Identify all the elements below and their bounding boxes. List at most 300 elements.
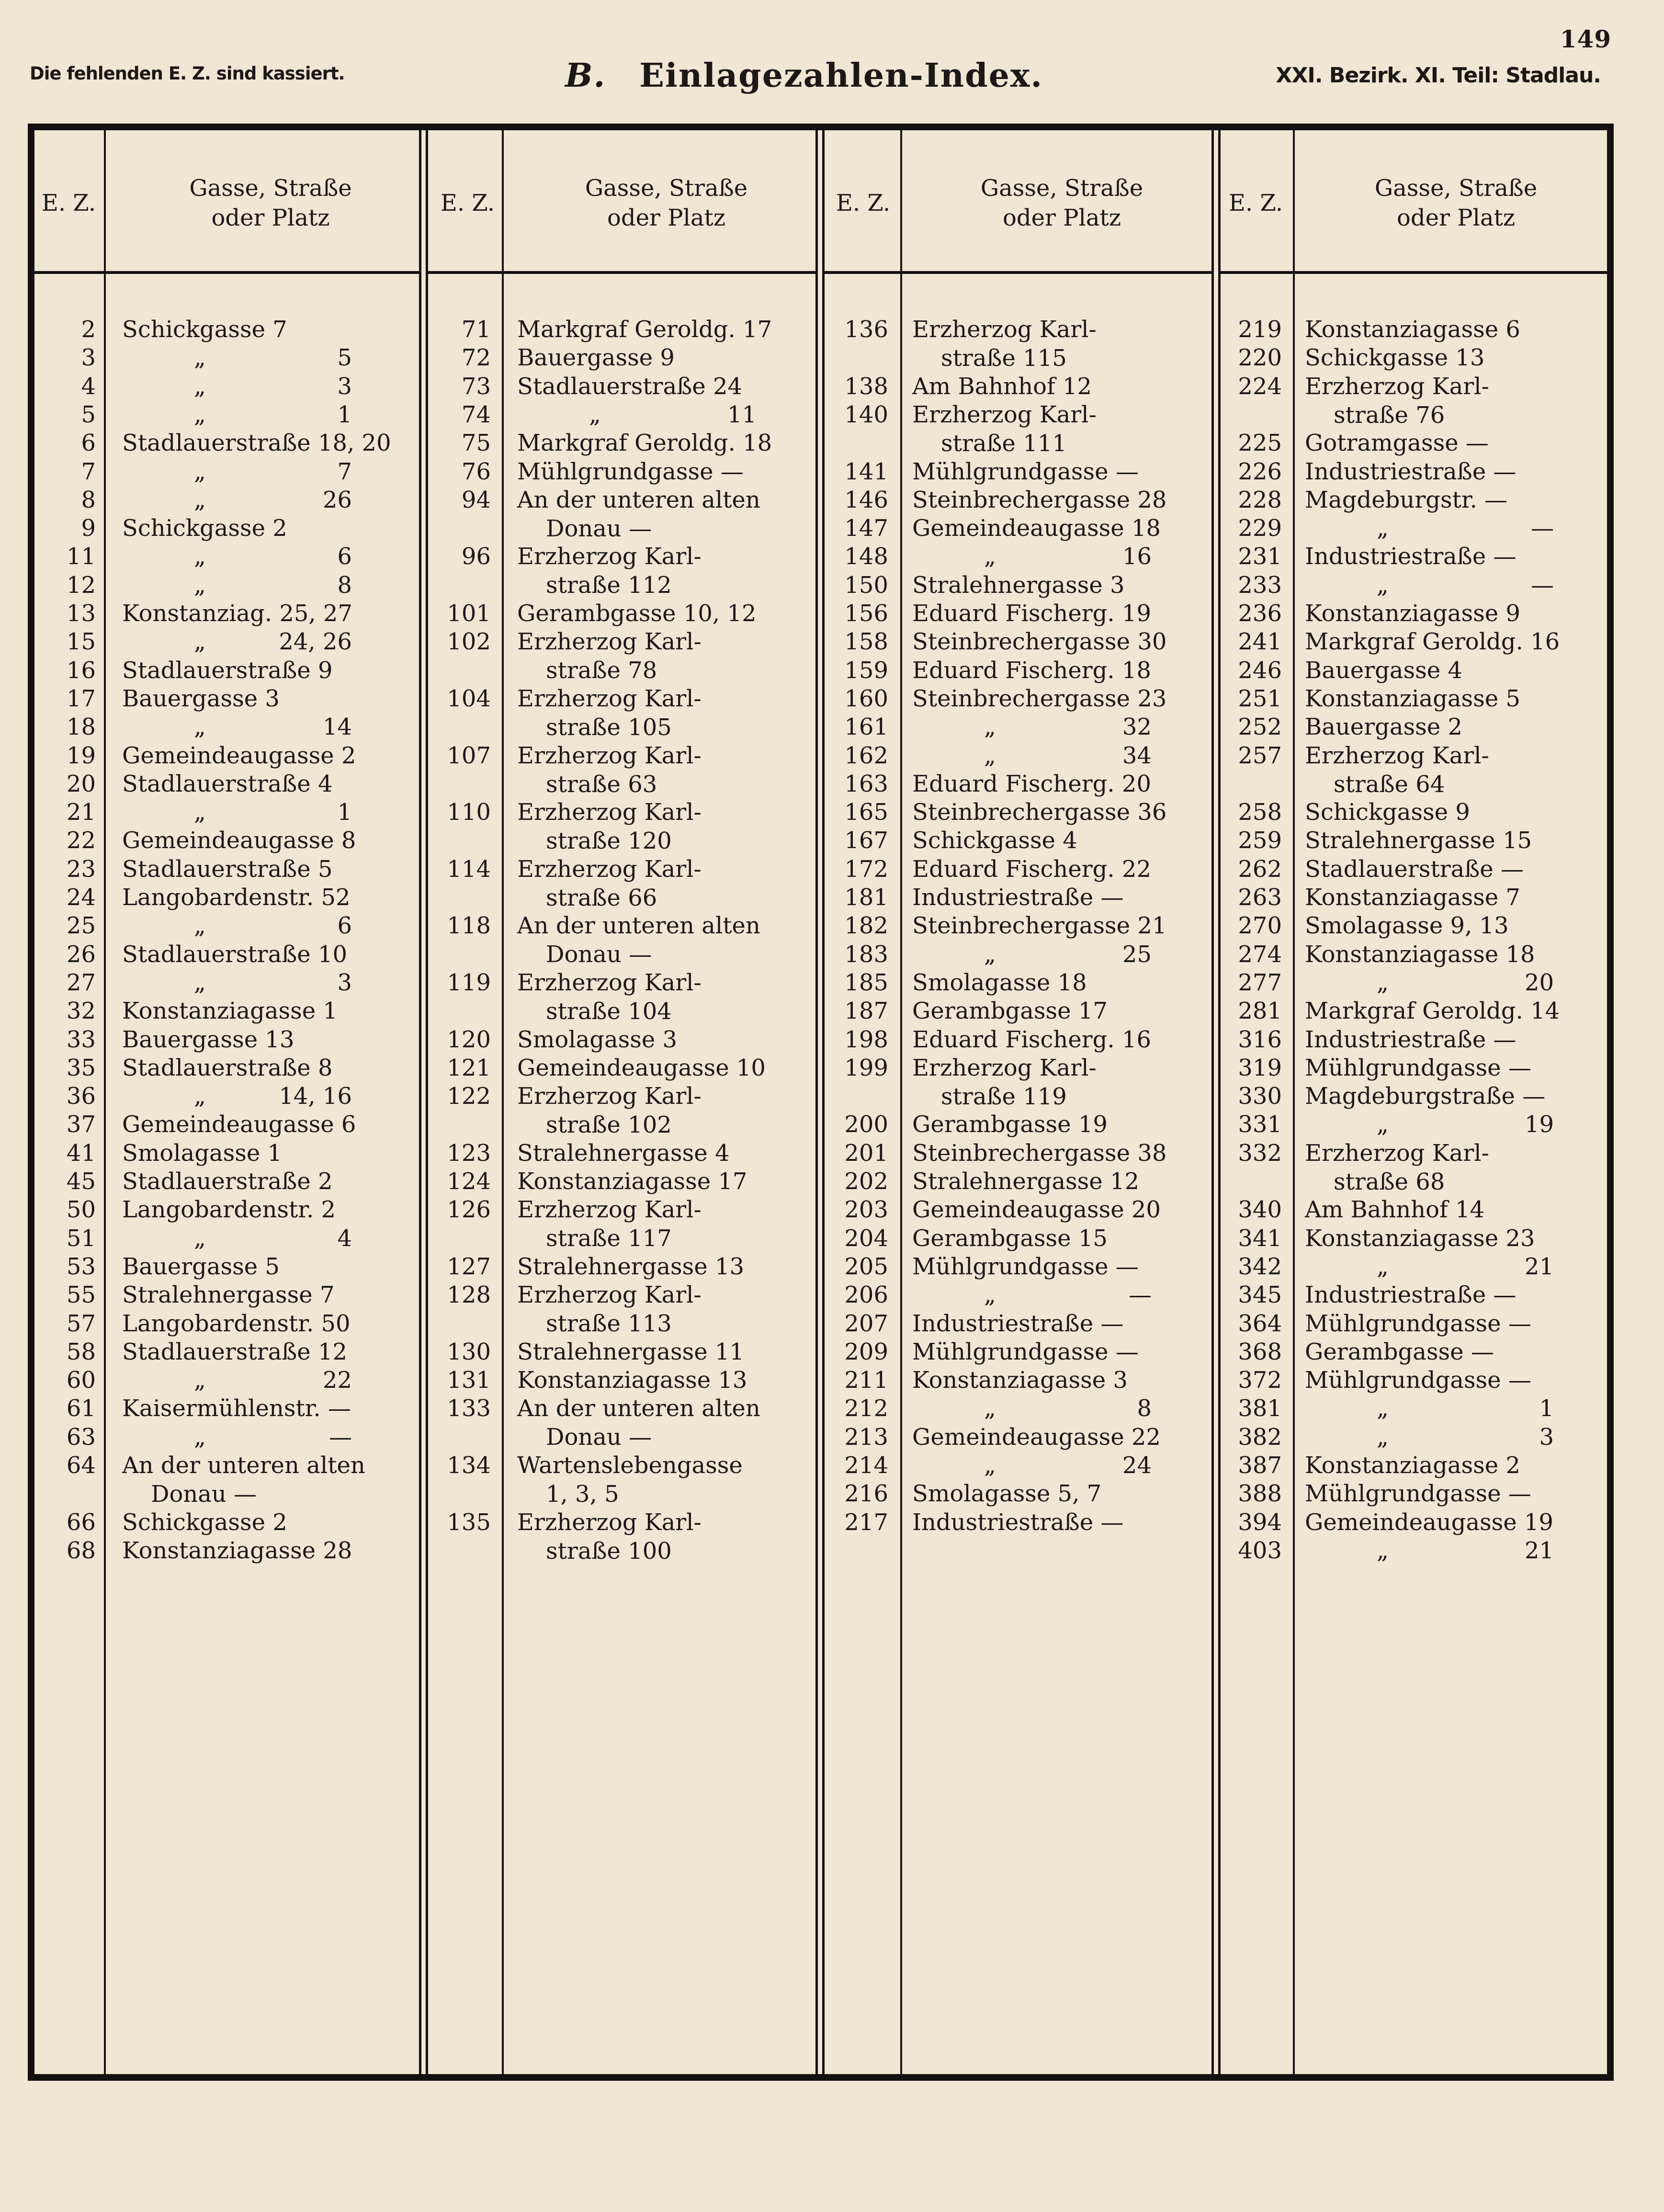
street-name: Gotramgasse — bbox=[1305, 430, 1489, 457]
street-name: Konstanziag. 25, 27 bbox=[122, 600, 353, 627]
header-rule bbox=[428, 271, 815, 274]
ez-number: 203 bbox=[844, 1196, 888, 1224]
street-name: „ 4 bbox=[194, 1225, 352, 1252]
street-name: Wartenslebengasse 1, 3, 5 bbox=[517, 1452, 743, 1508]
ez-number: 41 bbox=[66, 1139, 96, 1167]
street-name: „ 3 bbox=[194, 969, 352, 996]
street-name: Industriestraße — bbox=[1305, 1282, 1517, 1309]
ez-number: 241 bbox=[1238, 628, 1282, 656]
ez-number: 156 bbox=[844, 600, 888, 627]
ez-number: 25 bbox=[66, 912, 96, 940]
street-name: Erzherzog Karl- straße 120 bbox=[517, 799, 702, 855]
street-name: Gerambgasse 10, 12 bbox=[517, 600, 757, 627]
street-name: Konstanziagasse 13 bbox=[517, 1367, 747, 1394]
ez-number: 26 bbox=[66, 941, 96, 968]
street-name: Schickgasse 2 bbox=[122, 1509, 287, 1536]
street-name: Gemeindeaugasse 20 bbox=[912, 1196, 1161, 1224]
street-name: Eduard Fischerg. 16 bbox=[912, 1026, 1151, 1053]
ez-number: 146 bbox=[844, 486, 888, 513]
street-name: Gemeindeaugasse 22 bbox=[912, 1423, 1161, 1451]
ez-number: 204 bbox=[844, 1225, 888, 1252]
ez-number: 394 bbox=[1238, 1509, 1282, 1536]
ez-number: 36 bbox=[66, 1083, 96, 1110]
left-note: Die fehlenden E. Z. sind kassiert. bbox=[30, 63, 345, 84]
ez-number: 181 bbox=[844, 884, 888, 911]
ez-number: 319 bbox=[1238, 1054, 1282, 1081]
ez-number: 136 bbox=[844, 316, 888, 343]
column-divider bbox=[1293, 124, 1295, 2081]
ez-number: 130 bbox=[447, 1338, 491, 1365]
street-name: Magdeburgstr. — bbox=[1305, 486, 1508, 513]
ez-number: 216 bbox=[844, 1480, 888, 1508]
ez-number: 262 bbox=[1238, 855, 1282, 883]
ez-number: 172 bbox=[844, 855, 888, 883]
header-rule bbox=[34, 271, 419, 274]
ez-number: 252 bbox=[1238, 714, 1282, 741]
street-name: Stadlauerstraße 24 bbox=[517, 373, 743, 400]
ez-number: 341 bbox=[1238, 1225, 1282, 1252]
street-name: Konstanziagasse 2 bbox=[1305, 1452, 1520, 1479]
street-name: „ — bbox=[1377, 571, 1554, 599]
ez-number: 73 bbox=[461, 373, 491, 400]
ez-number: 3 bbox=[81, 344, 96, 372]
street-name: Stralehnergasse 15 bbox=[1305, 827, 1532, 854]
ez-number: 128 bbox=[447, 1282, 491, 1309]
street-name: Konstanziagasse 7 bbox=[1305, 884, 1520, 911]
street-name: Industriestraße — bbox=[912, 1310, 1124, 1337]
street-name: Konstanziagasse 18 bbox=[1305, 941, 1535, 968]
street-name: Erzherzog Karl- straße 100 bbox=[517, 1509, 702, 1565]
street-name: Gerambgasse 19 bbox=[912, 1111, 1108, 1138]
ez-number: 159 bbox=[844, 657, 888, 684]
street-name: Markgraf Geroldg. 14 bbox=[1305, 998, 1560, 1025]
street-name: Konstanziagasse 23 bbox=[1305, 1225, 1535, 1252]
street-name: „ 34 bbox=[984, 742, 1152, 769]
ez-column-header: E. Z. bbox=[1228, 190, 1283, 216]
ez-number: 104 bbox=[447, 685, 491, 712]
ez-number: 257 bbox=[1238, 742, 1282, 769]
ez-number: 345 bbox=[1238, 1282, 1282, 1309]
ez-number: 32 bbox=[66, 998, 96, 1025]
ez-number: 270 bbox=[1238, 912, 1282, 940]
header-rule bbox=[1220, 271, 1607, 274]
ez-number: 71 bbox=[461, 316, 491, 343]
street-name: Smolagasse 9, 13 bbox=[1305, 912, 1509, 940]
ez-number: 21 bbox=[66, 799, 96, 826]
ez-number: 74 bbox=[461, 401, 491, 428]
street-name: „ 32 bbox=[984, 714, 1152, 741]
ez-number: 114 bbox=[447, 855, 491, 883]
ez-column-header: E. Z. bbox=[440, 190, 495, 216]
page-number: 149 bbox=[1560, 25, 1611, 53]
ez-number: 76 bbox=[461, 458, 491, 485]
column-divider bbox=[104, 124, 106, 2081]
street-name: Gemeindeaugasse 18 bbox=[912, 515, 1161, 542]
title-text: Einlagezahlen-Index. bbox=[639, 57, 1043, 95]
ez-number: 119 bbox=[447, 969, 491, 996]
street-name: Industriestraße — bbox=[1305, 1026, 1517, 1053]
ez-number: 24 bbox=[66, 884, 96, 911]
column-divider bbox=[502, 124, 504, 2081]
street-name: „ 16 bbox=[984, 543, 1152, 570]
ez-number: 182 bbox=[844, 912, 888, 940]
ez-number: 120 bbox=[447, 1026, 491, 1053]
ez-number: 161 bbox=[844, 714, 888, 741]
ez-number: 53 bbox=[66, 1253, 96, 1280]
street-name: Bauergasse 9 bbox=[517, 344, 675, 372]
ez-number: 102 bbox=[447, 628, 491, 656]
ez-number: 4 bbox=[81, 373, 96, 400]
ez-number: 207 bbox=[844, 1310, 888, 1337]
street-name: Stadlauerstraße 18, 20 bbox=[122, 430, 391, 457]
ez-number: 8 bbox=[81, 486, 96, 513]
column-divider bbox=[900, 124, 902, 2081]
street-name: Gemeindeaugasse 6 bbox=[122, 1111, 356, 1138]
ez-number: 11 bbox=[66, 543, 96, 570]
ez-number: 121 bbox=[447, 1054, 491, 1081]
street-name: „ 8 bbox=[194, 571, 352, 599]
street-name: Schickgasse 7 bbox=[122, 316, 287, 343]
ez-number: 127 bbox=[447, 1253, 491, 1280]
ez-number: 9 bbox=[81, 515, 96, 542]
ez-number: 133 bbox=[447, 1395, 491, 1422]
street-name: Stralehnergasse 13 bbox=[517, 1253, 745, 1280]
ez-number: 96 bbox=[461, 543, 491, 570]
street-column-header: Gasse, Straße oder Platz bbox=[189, 175, 352, 231]
street-name: Schickgasse 4 bbox=[912, 827, 1077, 854]
street-name: Erzherzog Karl- straße 112 bbox=[517, 543, 702, 599]
street-name: „ 21 bbox=[1377, 1537, 1554, 1564]
street-name: Gerambgasse — bbox=[1305, 1338, 1494, 1365]
street-name: Stadlauerstraße — bbox=[1305, 855, 1524, 883]
street-name: „ 25 bbox=[984, 941, 1152, 968]
street-name: Markgraf Geroldg. 16 bbox=[1305, 628, 1560, 656]
street-name: „ — bbox=[984, 1282, 1152, 1309]
ez-number: 206 bbox=[844, 1282, 888, 1309]
ez-number: 55 bbox=[66, 1282, 96, 1309]
street-name: Steinbrechergasse 28 bbox=[912, 486, 1167, 513]
street-name: Mühlgrundgasse — bbox=[1305, 1054, 1531, 1081]
street-name: „ 14 bbox=[194, 714, 352, 741]
ez-number: 219 bbox=[1238, 316, 1282, 343]
ez-number: 22 bbox=[66, 827, 96, 854]
ez-number: 259 bbox=[1238, 827, 1282, 854]
ez-number: 12 bbox=[66, 571, 96, 599]
street-name: Erzherzog Karl- straße 76 bbox=[1305, 373, 1489, 429]
ez-number: 5 bbox=[81, 401, 96, 428]
ez-number: 23 bbox=[66, 855, 96, 883]
street-name: „ 11 bbox=[589, 401, 757, 428]
street-name: Steinbrechergasse 21 bbox=[912, 912, 1167, 940]
street-name: Konstanziagasse 28 bbox=[122, 1537, 352, 1564]
ez-column-header: E. Z. bbox=[41, 190, 96, 216]
ez-number: 211 bbox=[844, 1367, 888, 1394]
ez-number: 199 bbox=[844, 1054, 888, 1081]
street-name: Markgraf Geroldg. 17 bbox=[517, 316, 772, 343]
street-name: Smolagasse 5, 7 bbox=[912, 1480, 1102, 1508]
ez-number: 33 bbox=[66, 1026, 96, 1053]
ez-number: 263 bbox=[1238, 884, 1282, 911]
street-name: „ 3 bbox=[1377, 1423, 1554, 1451]
street-name: Konstanziagasse 9 bbox=[1305, 600, 1520, 627]
street-name: Mühlgrundgasse — bbox=[517, 458, 744, 485]
street-name: Erzherzog Karl- straße 102 bbox=[517, 1083, 702, 1139]
street-name: Stadlauerstraße 8 bbox=[122, 1054, 333, 1081]
street-name: Mühlgrundgasse — bbox=[1305, 1310, 1531, 1337]
street-name: Erzherzog Karl- straße 78 bbox=[517, 628, 702, 684]
street-column-header: Gasse, Straße oder Platz bbox=[585, 175, 748, 231]
ez-number: 382 bbox=[1238, 1423, 1282, 1451]
ez-number: 123 bbox=[447, 1139, 491, 1167]
ez-number: 147 bbox=[844, 515, 888, 542]
ez-number: 274 bbox=[1238, 941, 1282, 968]
ez-number: 387 bbox=[1238, 1452, 1282, 1479]
street-name: Erzherzog Karl- straße 119 bbox=[912, 1054, 1097, 1110]
ez-number: 229 bbox=[1238, 515, 1282, 542]
ez-number: 135 bbox=[447, 1509, 491, 1536]
street-name: Erzherzog Karl- straße 113 bbox=[517, 1282, 702, 1338]
ez-number: 94 bbox=[461, 486, 491, 513]
ez-number: 209 bbox=[844, 1338, 888, 1365]
street-column-header: Gasse, Straße oder Platz bbox=[980, 175, 1143, 231]
street-name: Smolagasse 1 bbox=[122, 1139, 283, 1167]
street-name: Mühlgrundgasse — bbox=[912, 1253, 1139, 1280]
ez-number: 118 bbox=[447, 912, 491, 940]
ez-number: 388 bbox=[1238, 1480, 1282, 1508]
street-name: Am Bahnhof 12 bbox=[912, 373, 1092, 400]
ez-number: 231 bbox=[1238, 543, 1282, 570]
street-name: Gemeindeaugasse 2 bbox=[122, 742, 356, 769]
street-name: „ 20 bbox=[1377, 969, 1554, 996]
street-name: „ 5 bbox=[194, 344, 352, 372]
street-name: „ 19 bbox=[1377, 1111, 1554, 1138]
street-name: An der unteren alten Donau — bbox=[122, 1452, 365, 1508]
ez-number: 37 bbox=[66, 1111, 96, 1138]
header-rule bbox=[824, 271, 1211, 274]
ez-number: 66 bbox=[66, 1509, 96, 1536]
ez-number: 212 bbox=[844, 1395, 888, 1422]
street-name: Konstanziagasse 17 bbox=[517, 1168, 747, 1195]
street-name: „ 7 bbox=[194, 458, 352, 485]
street-name: Am Bahnhof 14 bbox=[1305, 1196, 1485, 1224]
street-name: Gerambgasse 17 bbox=[912, 998, 1108, 1025]
street-name: „ 24 bbox=[984, 1452, 1152, 1479]
ez-number: 368 bbox=[1238, 1338, 1282, 1365]
street-name: „ 21 bbox=[1377, 1253, 1554, 1280]
street-name: Mühlgrundgasse — bbox=[1305, 1480, 1531, 1508]
ez-number: 364 bbox=[1238, 1310, 1282, 1337]
street-name: Erzherzog Karl- straße 105 bbox=[517, 685, 702, 741]
group-divider bbox=[1218, 124, 1221, 2081]
ez-number: 20 bbox=[66, 770, 96, 797]
group-divider bbox=[822, 124, 825, 2081]
street-name: Erzherzog Karl- straße 117 bbox=[517, 1196, 702, 1252]
street-name: Stadlauerstraße 4 bbox=[122, 770, 333, 797]
street-name: Mühlgrundgasse — bbox=[1305, 1367, 1531, 1394]
ez-number: 15 bbox=[66, 628, 96, 656]
ez-number: 251 bbox=[1238, 685, 1282, 712]
ez-number: 163 bbox=[844, 770, 888, 797]
ez-number: 332 bbox=[1238, 1139, 1282, 1167]
ez-number: 19 bbox=[66, 742, 96, 769]
ez-number: 126 bbox=[447, 1196, 491, 1224]
street-name: Stralehnergasse 12 bbox=[912, 1168, 1140, 1195]
ez-number: 228 bbox=[1238, 486, 1282, 513]
street-name: Kaisermühlenstr. — bbox=[122, 1395, 351, 1422]
street-name: Steinbrechergasse 38 bbox=[912, 1139, 1167, 1167]
street-name: Stadlauerstraße 10 bbox=[122, 941, 348, 968]
ez-number: 68 bbox=[66, 1537, 96, 1564]
ez-number: 6 bbox=[81, 430, 96, 457]
ez-number: 220 bbox=[1238, 344, 1282, 372]
street-name: Konstanziagasse 1 bbox=[122, 998, 338, 1025]
ez-number: 64 bbox=[66, 1452, 96, 1479]
street-name: Magdeburgstraße — bbox=[1305, 1083, 1546, 1110]
group-divider bbox=[1211, 124, 1214, 2081]
street-name: Industriestraße — bbox=[912, 884, 1124, 911]
ez-number: 107 bbox=[447, 742, 491, 769]
street-name: Industriestraße — bbox=[912, 1509, 1124, 1536]
ez-number: 140 bbox=[844, 401, 888, 428]
street-name: Konstanziagasse 6 bbox=[1305, 316, 1520, 343]
ez-number: 50 bbox=[66, 1196, 96, 1224]
ez-number: 224 bbox=[1238, 373, 1282, 400]
ez-column-header: E. Z. bbox=[836, 190, 891, 216]
ez-number: 124 bbox=[447, 1168, 491, 1195]
street-name: Mühlgrundgasse — bbox=[912, 458, 1139, 485]
street-name: Erzherzog Karl- straße 64 bbox=[1305, 742, 1489, 798]
street-name: Stralehnergasse 7 bbox=[122, 1282, 335, 1309]
ez-number: 236 bbox=[1238, 600, 1282, 627]
street-name: Eduard Fischerg. 18 bbox=[912, 657, 1151, 684]
street-name: Langobardenstr. 2 bbox=[122, 1196, 336, 1224]
ez-number: 342 bbox=[1238, 1253, 1282, 1280]
ez-number: 72 bbox=[461, 344, 491, 372]
group-divider bbox=[815, 124, 818, 2081]
street-name: An der unteren alten Donau — bbox=[517, 1395, 760, 1451]
ez-number: 16 bbox=[66, 657, 96, 684]
street-name: Stralehnergasse 11 bbox=[517, 1338, 745, 1365]
ez-number: 58 bbox=[66, 1338, 96, 1365]
street-name: „ 6 bbox=[194, 912, 352, 940]
street-name: Langobardenstr. 50 bbox=[122, 1310, 351, 1337]
street-name: Industriestraße — bbox=[1305, 543, 1517, 570]
ez-number: 2 bbox=[81, 316, 96, 343]
street-name: „ 1 bbox=[1377, 1395, 1554, 1422]
ez-number: 61 bbox=[66, 1395, 96, 1422]
ez-number: 148 bbox=[844, 543, 888, 570]
ez-number: 213 bbox=[844, 1423, 888, 1451]
street-name: Stralehnergasse 4 bbox=[517, 1139, 730, 1167]
street-name: „ 8 bbox=[984, 1395, 1152, 1422]
ez-number: 17 bbox=[66, 685, 96, 712]
street-name: Mühlgrundgasse — bbox=[912, 1338, 1139, 1365]
street-name: Eduard Fischerg. 20 bbox=[912, 770, 1151, 797]
street-name: Gemeindeaugasse 10 bbox=[517, 1054, 766, 1081]
ez-number: 258 bbox=[1238, 799, 1282, 826]
ez-number: 165 bbox=[844, 799, 888, 826]
ez-number: 63 bbox=[66, 1423, 96, 1451]
street-name: Bauergasse 5 bbox=[122, 1253, 280, 1280]
street-name: „ 26 bbox=[194, 486, 352, 513]
street-name: Gerambgasse 15 bbox=[912, 1225, 1108, 1252]
ez-number: 200 bbox=[844, 1111, 888, 1138]
ez-number: 233 bbox=[1238, 571, 1282, 599]
street-name: Langobardenstr. 52 bbox=[122, 884, 351, 911]
street-name: Steinbrechergasse 36 bbox=[912, 799, 1167, 826]
ez-number: 150 bbox=[844, 571, 888, 599]
street-name: Schickgasse 13 bbox=[1305, 344, 1485, 372]
right-note: XXI. Bezirk. XI. Teil: Stadlau. bbox=[1276, 63, 1601, 88]
street-name: „ 14, 16 bbox=[194, 1083, 352, 1110]
street-name: „ 3 bbox=[194, 373, 352, 400]
ez-number: 122 bbox=[447, 1083, 491, 1110]
ez-number: 158 bbox=[844, 628, 888, 656]
ez-number: 316 bbox=[1238, 1026, 1282, 1053]
street-name: Konstanziagasse 5 bbox=[1305, 685, 1520, 712]
street-name: Bauergasse 2 bbox=[1305, 714, 1462, 741]
street-name: An der unteren alten Donau — bbox=[517, 912, 760, 968]
street-name: Markgraf Geroldg. 18 bbox=[517, 430, 772, 457]
street-name: Industriestraße — bbox=[1305, 458, 1517, 485]
street-name: „ 1 bbox=[194, 799, 352, 826]
street-name: Stadlauerstraße 9 bbox=[122, 657, 333, 684]
street-name: „ 22 bbox=[194, 1367, 352, 1394]
street-name: Steinbrechergasse 30 bbox=[912, 628, 1167, 656]
street-name: Erzherzog Karl- straße 104 bbox=[517, 969, 702, 1025]
ez-number: 277 bbox=[1238, 969, 1282, 996]
street-name: Smolagasse 3 bbox=[517, 1026, 678, 1053]
street-name: Eduard Fischerg. 19 bbox=[912, 600, 1151, 627]
ez-number: 226 bbox=[1238, 458, 1282, 485]
ez-number: 162 bbox=[844, 742, 888, 769]
street-name: Gemeindeaugasse 19 bbox=[1305, 1509, 1553, 1536]
street-name: Bauergasse 4 bbox=[1305, 657, 1462, 684]
ez-number: 134 bbox=[447, 1452, 491, 1479]
ez-number: 187 bbox=[844, 998, 888, 1025]
street-name: „ 24, 26 bbox=[194, 628, 352, 656]
ez-number: 403 bbox=[1238, 1537, 1282, 1564]
ez-number: 101 bbox=[447, 600, 491, 627]
ez-number: 217 bbox=[844, 1509, 888, 1536]
street-name: Steinbrechergasse 23 bbox=[912, 685, 1167, 712]
ez-number: 183 bbox=[844, 941, 888, 968]
street-name: Bauergasse 3 bbox=[122, 685, 280, 712]
ez-number: 35 bbox=[66, 1054, 96, 1081]
ez-number: 27 bbox=[66, 969, 96, 996]
street-name: „ — bbox=[194, 1423, 352, 1451]
ez-number: 45 bbox=[66, 1168, 96, 1195]
street-name: Erzherzog Karl- straße 115 bbox=[912, 316, 1097, 372]
street-name: Stadlauerstraße 5 bbox=[122, 855, 333, 883]
ez-number: 18 bbox=[66, 714, 96, 741]
ez-number: 331 bbox=[1238, 1111, 1282, 1138]
street-name: Gemeindeaugasse 8 bbox=[122, 827, 356, 854]
section-letter: B. bbox=[565, 57, 606, 95]
ez-number: 372 bbox=[1238, 1367, 1282, 1394]
group-divider bbox=[426, 124, 428, 2081]
street-name: Konstanziagasse 3 bbox=[912, 1367, 1128, 1394]
ez-number: 51 bbox=[66, 1225, 96, 1252]
ez-number: 198 bbox=[844, 1026, 888, 1053]
ez-number: 167 bbox=[844, 827, 888, 854]
ez-number: 201 bbox=[844, 1139, 888, 1167]
street-name: Smolagasse 18 bbox=[912, 969, 1087, 996]
ez-number: 340 bbox=[1238, 1196, 1282, 1224]
ez-number: 225 bbox=[1238, 430, 1282, 457]
ez-number: 75 bbox=[461, 430, 491, 457]
ez-number: 138 bbox=[844, 373, 888, 400]
